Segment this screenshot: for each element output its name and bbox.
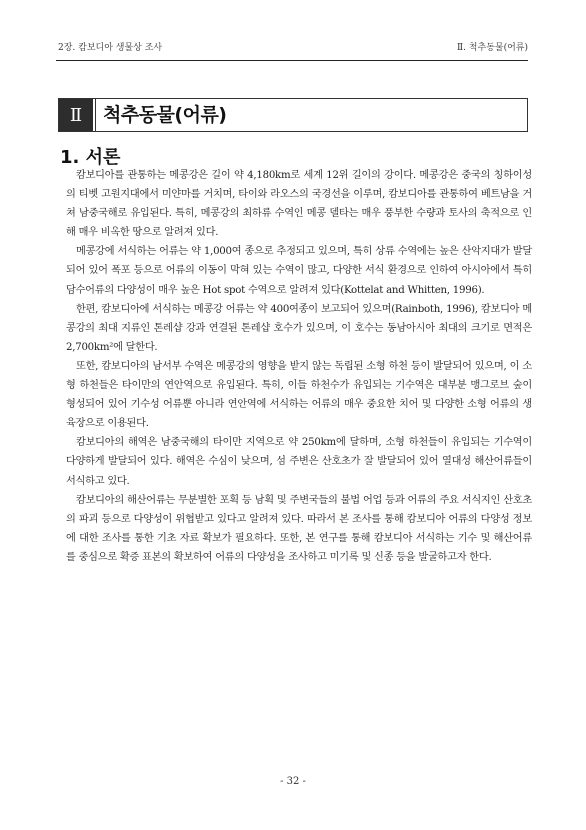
section-number-badge: Ⅱ <box>59 99 93 131</box>
page-number: - 32 - <box>280 776 306 787</box>
subsection-title: 1. 서론 <box>60 147 121 168</box>
header-chapter: 2장. 캄보디아 생물상 조사 <box>58 43 163 53</box>
paragraph: 캄보디아의 해산어류는 무분별한 포획 등 남획 및 주변국들의 불법 어업 등과 어류의 주요 서식지인 산호초의 파괴 등으로 다양성이 위협받고 있다고 알려져 있다. 따라서 본 조사를 통해 캄보디아 어류의 다양성 정보에 대한 조사를 통한 기초 자료 확보가 필요하다. 또한, 본 연구를 통해 캄보디아 서식하는 기수 및 해산어류를 중심으로 확증 표본의 확보하여 어류의 다양성을 조사하고 미기록 및 신종 등을 발굴하고자 한다. <box>66 494 532 563</box>
paragraph: 캄보디아를 관통하는 메콩강은 길이 약 4,180km로 세계 12위 길이의 강이다. 메콩강은 중국의 칭하이성의 티벳 고원지대에서 미얀마를 거치며, 타이와 라오스의 국경선을 이루며, 캄보디아를 관통하여 베트남을 거쳐 남중국해로 유입된다. 특히, 메콩강의 최하류 수역인 메콩 델타는 매우 풍부한 수량과 토사의 축적으로 인해 매우 비옥한 땅으로 알려져 있다. <box>66 170 532 239</box>
header-section: Ⅱ. 척추동물(어류) <box>456 43 528 53</box>
paragraph: 메콩강에 서식하는 어류는 약 1,000여 종으로 추정되고 있으며, 특히 상류 수역에는 높은 산악지대가 발달되어 있어 폭포 등으로 어류의 이동이 막혀 있는 수역이 많고, 다양한 서식 환경으로 인하여 아시아에서 특히 담수어류의 다양성이 매우 높은 Hot spot 수역으로 알려져 있다(Kottelat and Whitten, 1996). <box>66 246 532 296</box>
body-text <box>66 166 532 567</box>
paragraph: 한편, 캄보디아에 서식하는 메콩강 어류는 약 400여종이 보고되어 있으며(Rainboth, 1996), 캄보디아 메콩강의 최대 지류인 톤레샵 강과 연결된 톤레샵 호수가 있으며, 이 호수는 동남아시아 최대의 크기로 면적은 2,700km²에 달한다. <box>66 303 532 353</box>
section-heading-box <box>58 98 528 132</box>
section-title: 척추동물(어류) <box>103 104 227 126</box>
paragraph: 캄보디아의 해역은 남중국해의 타이만 지역으로 약 250km에 달하며, 소형 하천들이 유입되는 기수역이 다양하게 발달되어 있다. 해역은 수심이 낮으며, 섬 주변은 산호초가 잘 발달되어 있어 열대성 해산어류들이 서식하고 있다. <box>66 437 532 487</box>
paragraph: 또한, 캄보디아의 남서부 수역은 메콩강의 영향을 받지 않는 독립된 소형 하천 등이 발달되어 있으며, 이 소형 하천들은 타이만의 연안역으로 유입된다. 특히, 이들 하천수가 유입되는 기수역은 대부분 맹그로브 숲이 형성되어 있어 기수성 어류뿐 아니라 연안역에 서식하는 어류의 매우 중요한 치어 및 다양한 소형 어류의 생육장으로 이용된다. <box>66 360 532 430</box>
running-header <box>56 40 528 61</box>
